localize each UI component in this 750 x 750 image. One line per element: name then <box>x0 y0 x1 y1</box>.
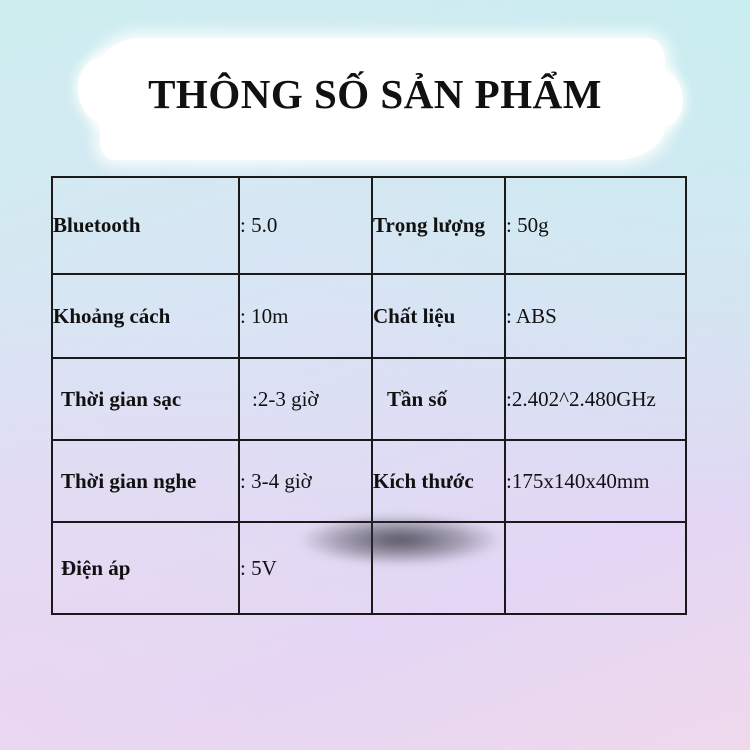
spec-value: :2-3 giờ <box>239 358 372 440</box>
table-row <box>52 274 686 358</box>
spec-label: Trọng lượng <box>372 177 505 274</box>
spec-label: Thời gian nghe <box>52 440 239 522</box>
spec-value: : 10m <box>239 274 372 358</box>
spec-label: Điện áp <box>52 522 239 614</box>
spec-label: Thời gian sạc <box>52 358 239 440</box>
page-title: THÔNG SỐ SẢN PHẨM <box>148 71 602 117</box>
spec-value: : 3-4 giờ <box>239 440 372 522</box>
table-row <box>52 177 686 274</box>
table-row <box>52 440 686 522</box>
spec-label: Tần số <box>372 358 505 440</box>
spec-value: : 50g <box>505 177 686 274</box>
spec-label: Chất liệu <box>372 274 505 358</box>
table-row <box>52 358 686 440</box>
spec-value: : 5.0 <box>239 177 372 274</box>
spec-label: Khoảng cách <box>52 274 239 358</box>
spec-value: : 5V <box>239 522 372 614</box>
spec-value <box>505 522 686 614</box>
spec-value: :2.402^2.480GHz <box>505 358 686 440</box>
spec-label: Bluetooth <box>52 177 239 274</box>
spec-label: Kích thước <box>372 440 505 522</box>
drop-shadow-blur <box>300 515 500 565</box>
spec-value: :175x140x40mm <box>505 440 686 522</box>
spec-value: : ABS <box>505 274 686 358</box>
